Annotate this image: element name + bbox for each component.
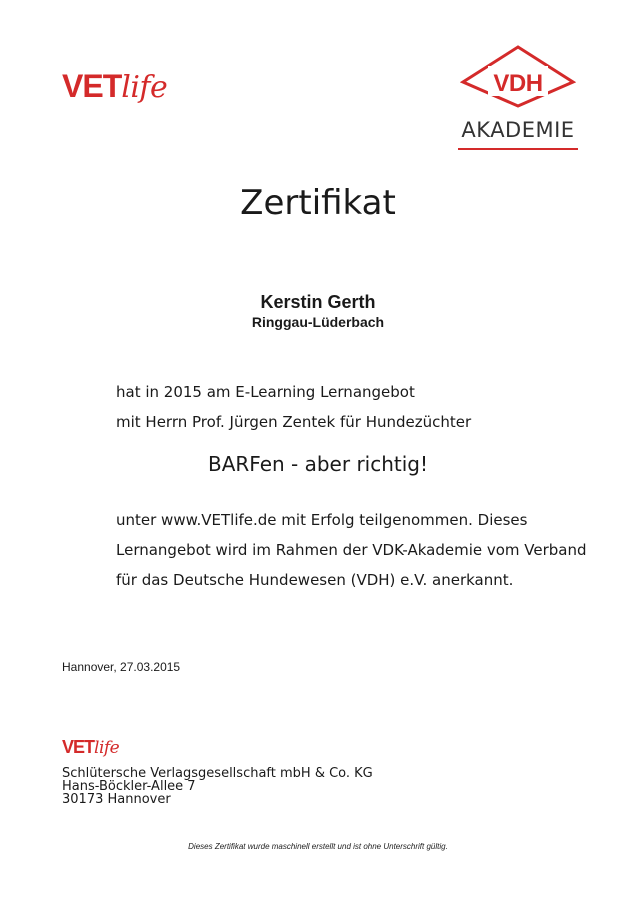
certificate-paragraph-line-3: für das Deutsche Hundewesen (VDH) e.V. anerkannt. bbox=[116, 571, 514, 589]
publisher-city: 30173 Hannover bbox=[62, 792, 171, 807]
publisher-street: Hans-Böckler-Allee 7 bbox=[62, 779, 196, 794]
vetlife-logo-vet: VET bbox=[62, 68, 122, 104]
recipient-name: Kerstin Gerth bbox=[260, 292, 376, 312]
vdh-underline bbox=[458, 148, 578, 150]
certificate-title: Zertifikat bbox=[240, 183, 396, 223]
vetlife-logo-small-life: life bbox=[94, 738, 120, 758]
vetlife-logo bbox=[62, 70, 167, 103]
vdh-mark-text: VDH bbox=[493, 70, 543, 97]
recipient-place: Ringgau-Lüderbach bbox=[251, 314, 385, 330]
vdh-akademie-text: AKADEMIE bbox=[461, 118, 575, 142]
validity-note: Dieses Zertifikat wurde maschinell erstellt und ist ohne Unterschrift gültig. bbox=[188, 842, 448, 851]
vetlife-logo-small bbox=[62, 738, 119, 757]
vdh-akademie-logo bbox=[456, 44, 580, 156]
vetlife-logo-small-vet: VET bbox=[62, 737, 95, 757]
certificate-line-1: hat in 2015 am E-Learning Lernangebot bbox=[116, 383, 415, 401]
publisher-name: Schlütersche Verlagsgesellschaft mbH & Co. KG bbox=[62, 766, 373, 781]
vetlife-logo-life: life bbox=[121, 70, 168, 105]
certificate-paragraph-line-1: unter www.VETlife.de mit Erfolg teilgenommen. Dieses bbox=[116, 511, 528, 529]
issue-date: Hannover, 27.03.2015 bbox=[62, 660, 181, 674]
certificate-line-2: mit Herrn Prof. Jürgen Zentek für Hundezüchter bbox=[116, 413, 472, 431]
course-title: BARFen - aber richtig! bbox=[207, 452, 429, 476]
certificate-paragraph-line-2: Lernangebot wird im Rahmen der VDK-Akademie vom Verband bbox=[116, 541, 587, 559]
